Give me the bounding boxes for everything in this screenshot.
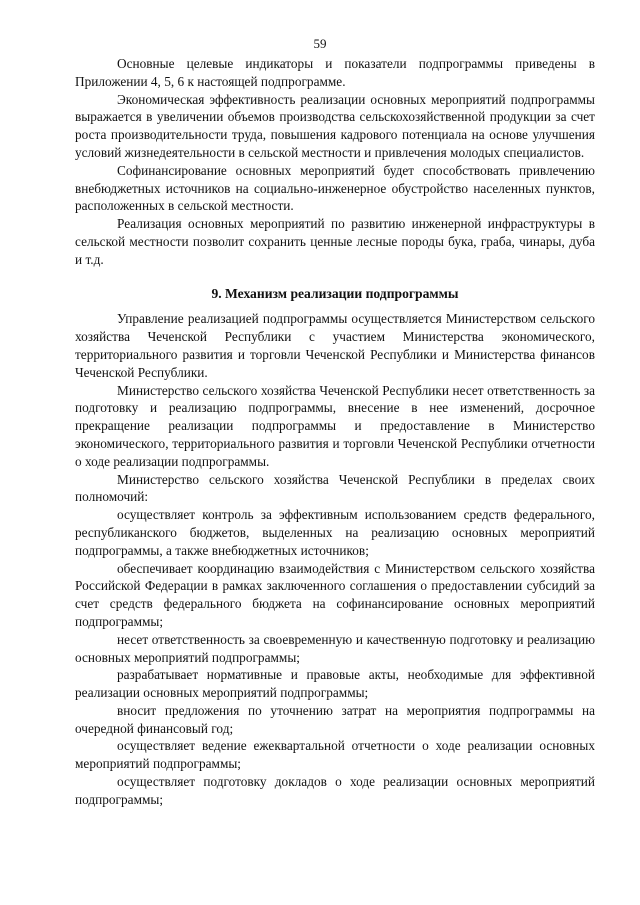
- paragraph: Министерство сельского хозяйства Чеченской Республики несет ответственность за подготовку и реализацию подпрограммы, внесение в нее изменений, досрочное прекращение реализации подпрограммы и предоставление в Министерство экономического, территориального развития и торговли Чеченской Республики отчетности о ходе реализации подпрограммы.: [75, 382, 595, 469]
- list-item: обеспечивает координацию взаимодействия с Министерством сельского хозяйства Российской Федерации в рамках заключенного соглашения о предоставлении субсидий за счет средств федерального бюджета на софинансирование основных мероприятий подпрограммы;: [75, 560, 595, 629]
- paragraph: Основные целевые индикаторы и показатели подпрограммы приведены в Приложении 4, 5, 6 к настоящей подпрограмме.: [75, 56, 595, 89]
- paragraph: Реализация основных мероприятий по развитию инженерной инфраструктуры в сельской местности позволит сохранить ценные лесные породы бука, граба, чинары, дуба и т.д.: [75, 216, 595, 267]
- page-number: 59: [313, 36, 327, 51]
- list-item: осуществляет подготовку докладов о ходе реализации основных мероприятий подпрограммы;: [75, 774, 595, 807]
- list-item: осуществляет ведение ежеквартальной отчетности о ходе реализации основных мероприятий подпрограммы;: [75, 738, 595, 772]
- list-item: разрабатывает нормативные и правовые акты, необходимые для эффективной реализации основных мероприятий подпрограммы;: [75, 667, 595, 701]
- paragraph: Экономическая эффективность реализации основных мероприятий подпрограммы выражается в увеличении объемов производства сельскохозяйственной продукции за счет роста производительности труда, повышения кадрового потенциала на основе улучшения условий жизнедеятельности в сельской местности и привлечения молодых специалистов.: [75, 91, 595, 160]
- paragraph: Управление реализацией подпрограммы осуществляется Министерством сельского хозяйства Чеченской Республики с участием Министерства экономического, территориального развития и торговли Чеченской Республики и Министерства финансов Чеченской Республики.: [75, 311, 595, 380]
- list-item: осуществляет контроль за эффективным использованием средств федерального, республиканского бюджетов, выделенных на реализацию основных мероприятий подпрограммы, а также внебюджетных источников;: [75, 507, 595, 558]
- paragraph: Министерство сельского хозяйства Чеченской Республики в пределах своих полномочий:: [75, 471, 595, 505]
- section-heading: 9. Механизм реализации подпрограммы: [211, 285, 459, 301]
- list-item: вносит предложения по уточнению затрат на мероприятия подпрограммы на очередной финансовый год;: [75, 702, 595, 736]
- list-item: несет ответственность за своевременную и качественную подготовку и реализацию основных мероприятий подпрограммы;: [75, 631, 595, 665]
- paragraph: Софинансирование основных мероприятий будет способствовать привлечению внебюджетных источников на социально-инженерное обустройство населенных пунктов, расположенных в сельской местности.: [75, 162, 595, 214]
- document-body: [75, 55, 595, 809]
